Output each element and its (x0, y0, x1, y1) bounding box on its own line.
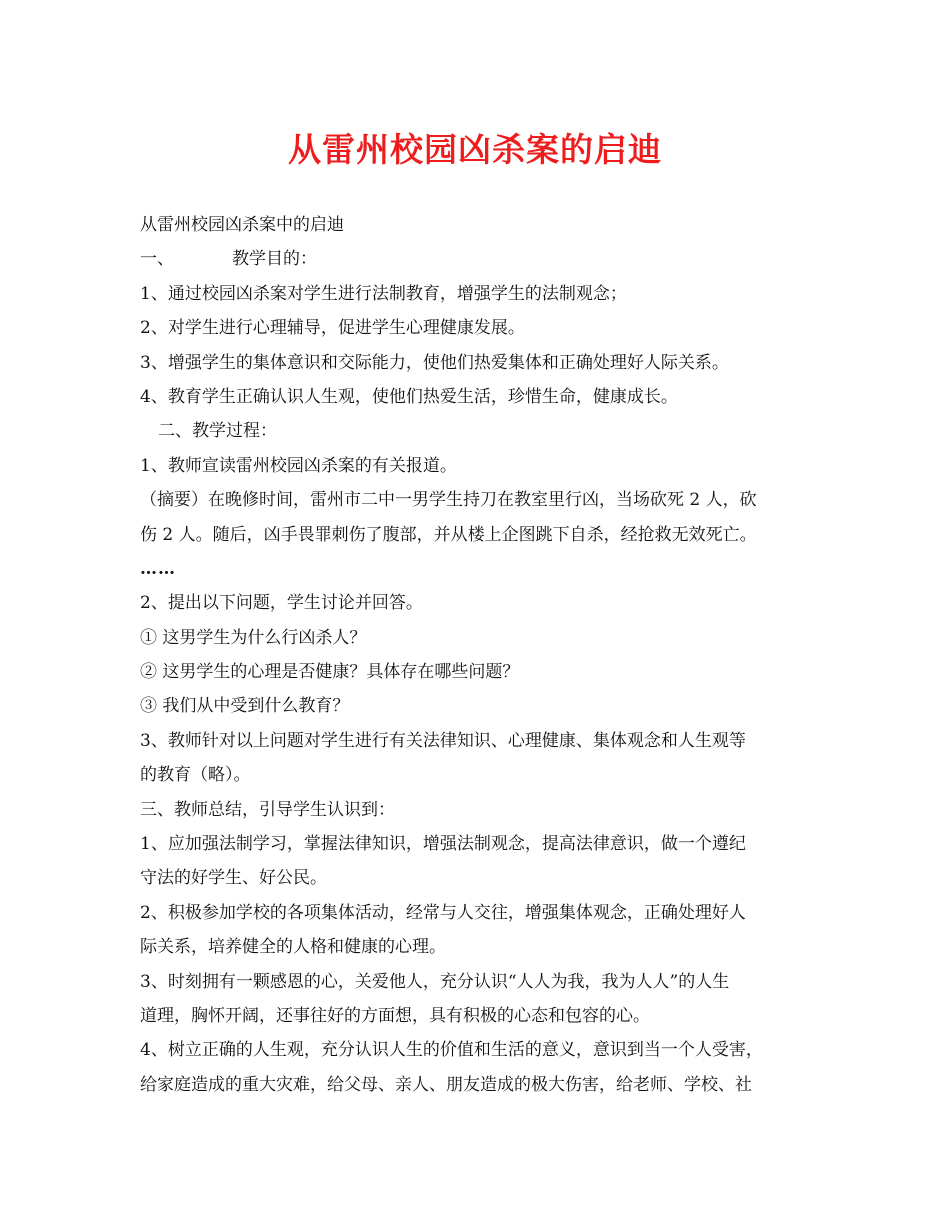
summary-line: 给家庭造成的重大灾难，给父母、亲人、朋友造成的极大伤害，给老师、学校、社 (140, 1074, 752, 1095)
process-step-continuation: 的教育（略）。 (140, 765, 251, 786)
section-heading-text: 教学目的： (232, 249, 317, 270)
process-step: 1、教师宣读雷州校园凶杀案的有关报道。 (140, 455, 457, 476)
question-item: ② 这男学生的心理是否健康？具体存在哪些问题？ (140, 662, 520, 683)
summary-line: 守法的好学生、好公民。 (140, 868, 327, 889)
abstract-paragraph-line: （摘要）在晚修时间，雷州市二中一男学生持刀在教室里行凶，当场砍死 2 人，砍 (140, 490, 757, 511)
summary-line: 2、积极参加学校的各项集体活动，经常与人交往，增强集体观念，正确处理好人 (140, 902, 746, 923)
summary-line: 1、应加强法制学习，掌握法律知识，增强法制观念，提高法律意识，做一个遵纪 (140, 834, 746, 855)
ellipsis: …… (140, 558, 176, 579)
document-title: 从雷州校园凶杀案的启迪 (288, 130, 662, 169)
abstract-paragraph-line: 伤 2 人。随后，凶手畏罪刺伤了腹部，并从楼上企图跳下自杀，经抢救无效死亡。 (140, 524, 757, 545)
section-heading-process: 二、教学过程： (158, 421, 277, 442)
summary-line: 道理，胸怀开阔，还事往好的方面想，具有积极的心态和包容的心。 (140, 1005, 650, 1026)
process-step: 2、提出以下问题，学生讨论并回答。 (140, 593, 423, 614)
summary-line: 际关系，培养健全的人格和健康的心理。 (140, 937, 446, 958)
summary-line: 3、时刻拥有一颗感恩的心，关爱他人，充分认识“人人为我，我为人人”的人生 (140, 971, 730, 992)
summary-line: 4、树立正确的人生观，充分认识人生的价值和生活的意义，意识到当一个人受害， (140, 1040, 763, 1061)
question-item: ③ 我们从中受到什么教育？ (140, 696, 350, 717)
goal-item: 1、通过校园凶杀案对学生进行法制教育，增强学生的法制观念； (140, 283, 627, 304)
section-number: 一、 (140, 249, 174, 270)
process-step: 3、教师针对以上问题对学生进行有关法律知识、心理健康、集体观念和人生观等 (140, 730, 746, 751)
subtitle: 从雷州校园凶杀案中的启迪 (140, 215, 344, 235)
goal-item: 4、教育学生正确认识人生观，使他们热爱生活，珍惜生命，健康成长。 (140, 386, 678, 407)
goal-item: 2、对学生进行心理辅导，促进学生心理健康发展。 (140, 318, 525, 339)
section-heading-goals (140, 242, 820, 276)
document-body (140, 208, 820, 1102)
question-item: ① 这男学生为什么行凶杀人？ (140, 627, 367, 648)
section-heading-summary: 三、教师总结，引导学生认识到： (140, 799, 395, 820)
goal-item: 3、增强学生的集体意识和交际能力，使他们热爱集体和正确处理好人际关系。 (140, 352, 729, 373)
